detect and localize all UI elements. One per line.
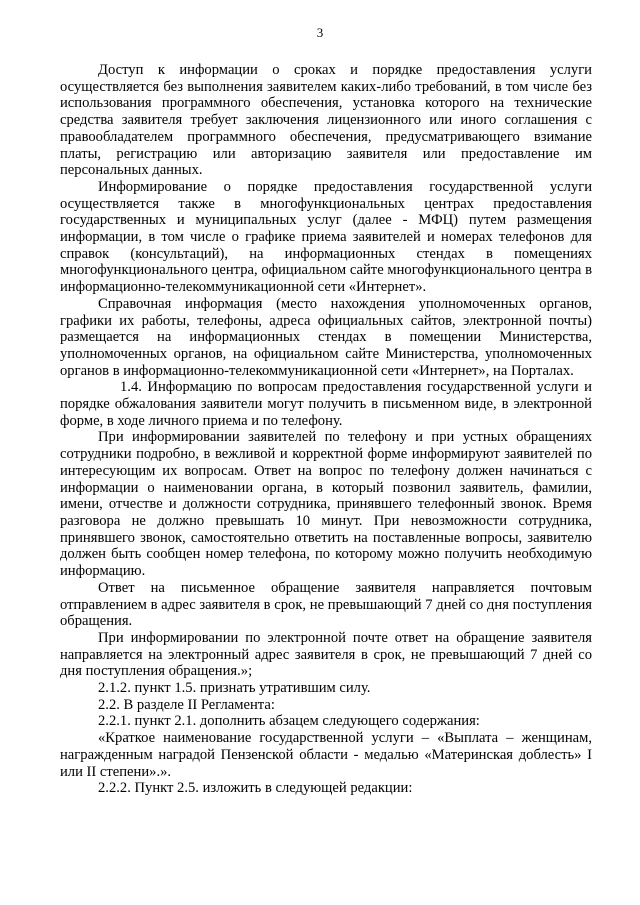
page-number: 3: [316, 25, 324, 40]
document-body: [60, 62, 592, 797]
paragraph-short-name: «Краткое наименование государственной услуги – «Выплата – женщинам, награжденным наградой Пензенской области - медалью «Материнская доблесть» I или II степени».».: [60, 730, 592, 780]
paragraph-access-info: Доступ к информации о сроках и порядке предоставления услуги осуществляется без выполнения заявителем каких-либо требований, в том числе без использования программного обеспечения, установка которого на технические средства заявителя требует заключения лицензионного или иного соглашения с правообладателем программного обеспечения, предусматривающего взимание платы, регистрацию или авторизацию заявителя или предоставление им персональных данных.: [60, 62, 592, 179]
paragraph-reference-info: Справочная информация (место нахождения уполномоченных органов, графики их работы, телефоны, адреса официальных сайтов, электронной почты) размещается на информационных стендах в помещении Министерства, уполномоченных органов, на официальном сайте Министерства, уполномоченных органов в информационно-телекоммуникационной сети «Интернет», на Порталах.: [60, 295, 592, 379]
paragraph-item-2-2: 2.2. В разделе II Регламента:: [98, 696, 275, 713]
paragraph-email-response: При информировании по электронной почте ответ на обращение заявителя направляется на электронный адрес заявителя в срок, не превышающий 7 дней со дня поступления обращения.»;: [60, 629, 592, 680]
paragraph-item-2-1-2: 2.1.2. пункт 1.5. признать утратившим силу.: [98, 680, 371, 697]
paragraph-phone-informing: При информировании заявителей по телефону и при устных обращениях сотрудники подробно, в вежливой и корректной форме информируют заявителей по интересующим их вопросам. Ответ на вопрос по телефону должен начинаться с информации о наименовании органа, в который позвонил заявитель, фамилии, имени, отчестве и должности сотрудника, принявшего телефонный звонок. Время разговора не должно превышать 10 минут. При невозможности сотрудника, принявшего звонок, самостоятельно ответить на поставленные вопросы, заявителю должен быть сообщен номер телефона, по которому можно получить необходимую информацию.: [60, 429, 592, 580]
paragraph-item-1-4: 1.4. Информацию по вопросам предоставления государственной услуги и порядке обжалования заявители могут получить в письменном виде, в электронной форме, в ходе личного приема и по телефону.: [60, 379, 592, 429]
paragraph-written-response: Ответ на письменное обращение заявителя направляется почтовым отправлением в адрес заявителя в срок, не превышающий 7 дней со дня поступления обращения.: [60, 579, 592, 630]
paragraph-item-2-2-1: 2.2.1. пункт 2.1. дополнить абзацем следующего содержания:: [98, 713, 480, 730]
paragraph-item-2-2-2: 2.2.2. Пункт 2.5. изложить в следующей редакции:: [98, 780, 413, 797]
paragraph-mfc-informing: Информирование о порядке предоставления государственной услуги осуществляется также в многофункциональных центрах предоставления государственных и муниципальных услуг (далее - МФЦ) путем размещения информации, в том числе о графике приема заявителей и номерах телефонов для справок (консультаций), на информационных стендах в помещениях многофункционального центра, официальном сайте многофункционального центра в информационно-телекоммуникационной сети «Интернет».: [60, 178, 592, 296]
